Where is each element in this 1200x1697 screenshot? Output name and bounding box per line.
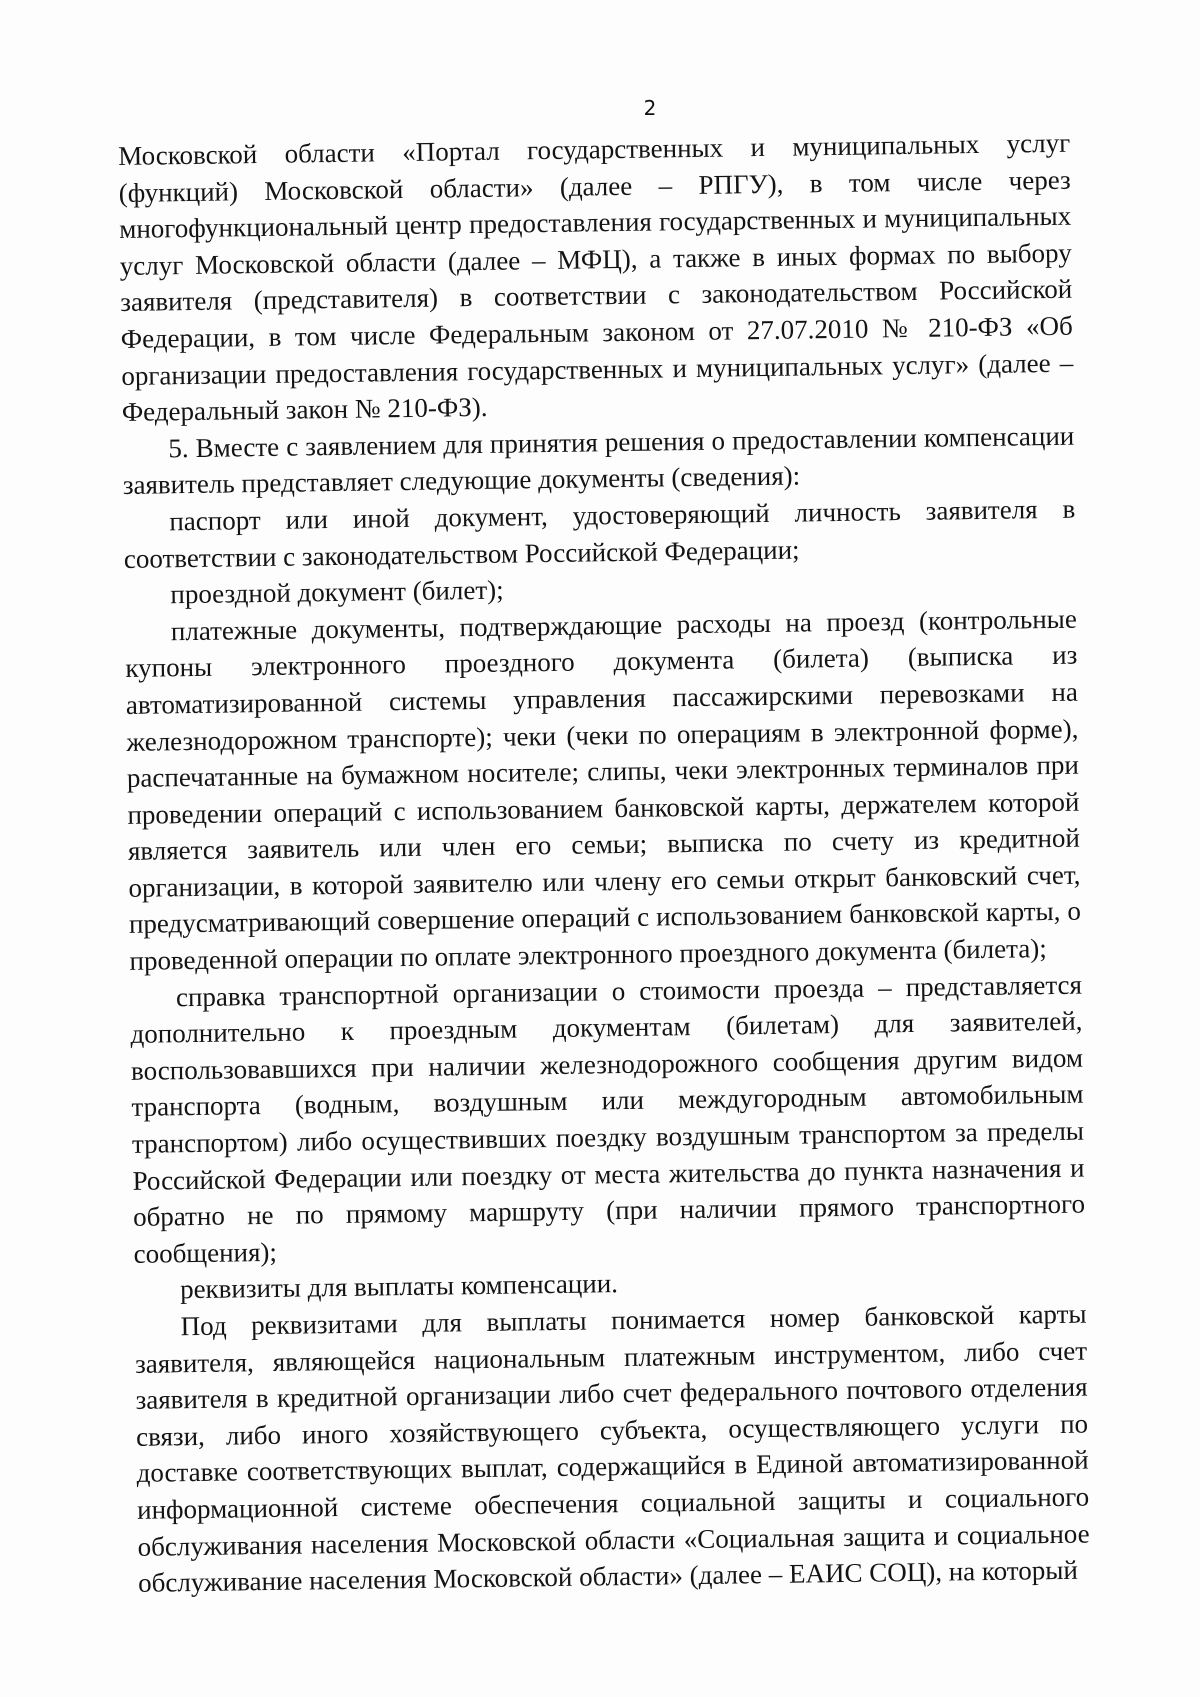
paragraph-details-definition: Под реквизитами для выплаты понимается номер банковской карты заявителя, являющейся национальным платежным инструментом, либо счет заявителя в кредитной организации либо счет федерального почтового отделения связи, либо иного хозяйствующего субъекта, осуществляющего услуги по доставке соответствующих выплат, содержащийся в Единой автоматизированной информационной системе обеспечения социальной защиты и социального обслуживания населения Московской области «Социальная защита и социальное обслуживание населения Московской области» (далее – ЕАИС СОЦ), на который [134,1298,1090,1599]
paragraph-ticket: проездной документ (билет); [170,574,504,610]
paragraph-transport-certificate: справка транспортной организации о стоимости проезда – представляется дополнительно к проездным документам (билетам) для заявителей, воспользовавшихся при наличии железнодорожного сообщения другим видом транспорта (водным, воздушным или междугородным автомобильным транспортом) либо осуществивших поездку воздушным транспортом за пределы Российской Федерации или поездку от места жительства до пункта назначения и обратно не по прямому маршруту (при наличии прямого транспортного сообщения); [130,969,1086,1269]
page-number: 2 [643,96,657,120]
paragraph-payment-details: реквизиты для выплаты компенсации. [179,1268,619,1305]
paragraph-passport: паспорт или иной документ, удостоверяющий личность заявителя в соответствии с законодательством Российской Федерации; [123,493,1076,574]
paragraph-payment-documents: платежные документы, подтверждающие расходы на проезд (контрольные купоны электронного проездного документа (билета) (выписка из автоматизированной системы управления пассажирскими перевозками на железнодорожном транспорте); чеки (чеки по операциям в электронной форме), распечатанные на бумажном носителе; слипы, чеки электронных терминалов при проведении операций с использованием банковской карты, держателем которой является заявитель или член его семьи; выписка по счету из кредитной организации, в которой заявителю или члену его семьи открыт банковский счет, предусматривающий совершение операций с использованием банковской карты, о проведенной операции по оплате электронного проездного документа (билета); [125,603,1082,976]
paragraph-item-5: 5. Вместе с заявлением для принятия решения о предоставлении компенсации заявитель представляет следующие документы (сведения): [122,420,1075,501]
paragraph-rpgu-intro: Московской области «Портал государственных и муниципальных услуг (функций) Московской области» (далее – РПГУ), в том числе через многофункциональный центр предоставления государственных и муниципальных услуг Московской области (далее – МФЦ), а также в иных формах по выбору заявителя (представителя) в соответствии с законодательством Российской Федерации, в том числе Федеральным законом от 27.07.2010 № 210-ФЗ «Об организации предоставления государственных и муниципальных услуг» (далее – Федеральный закон № 210-ФЗ). [118,127,1074,428]
document-body [118,125,1090,1602]
